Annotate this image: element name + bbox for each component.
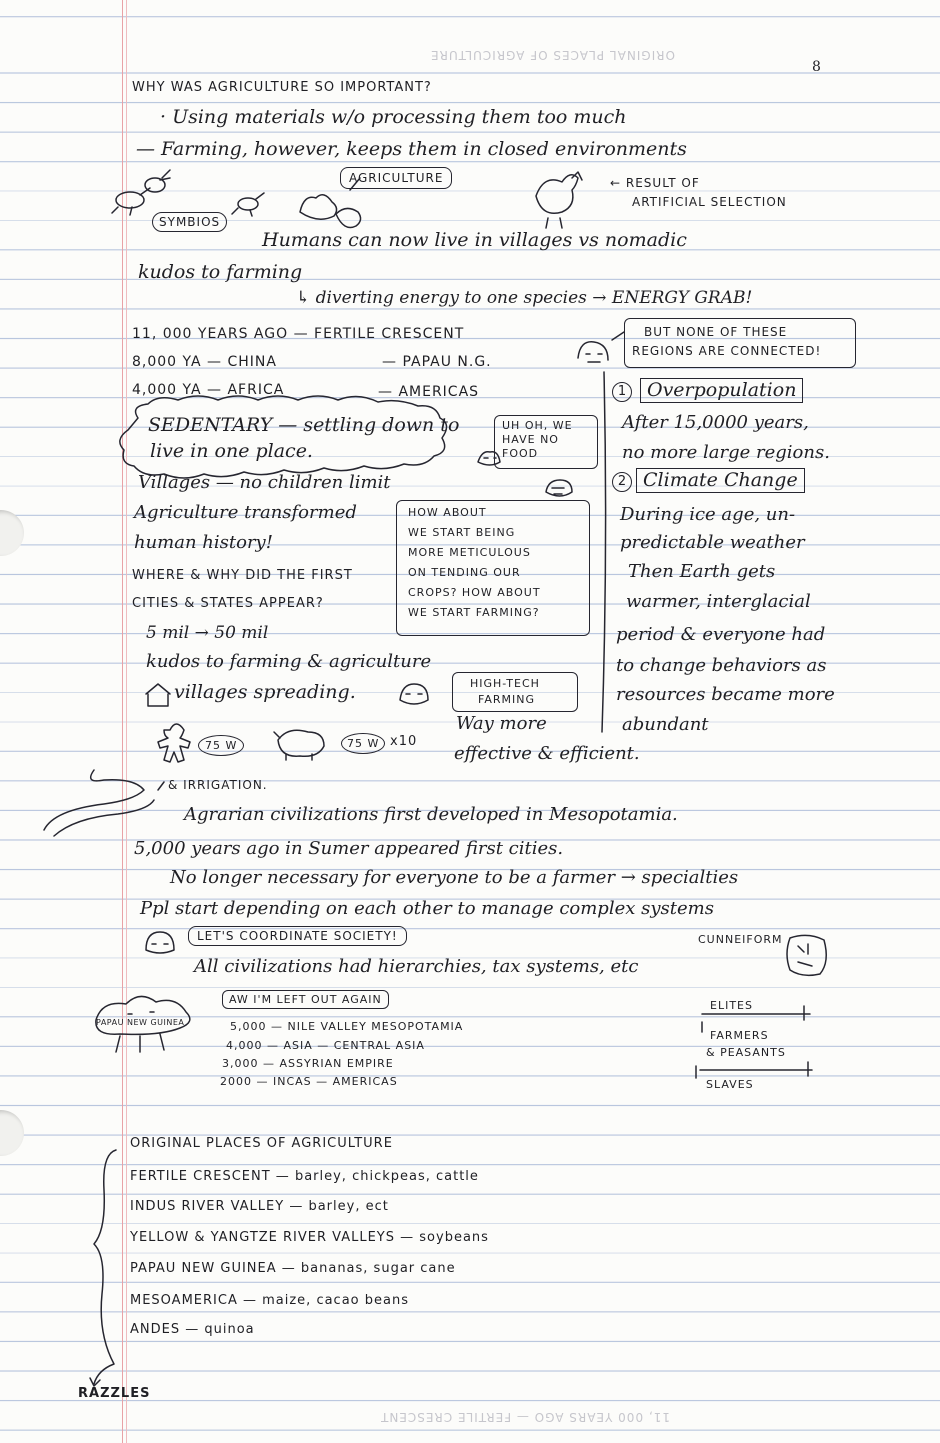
irrigation-label: & IRRIGATION. xyxy=(168,778,268,792)
effective-line-2: effective & efficient. xyxy=(454,743,640,764)
cunneiform-label: CUNNEIFORM xyxy=(698,933,783,946)
how-about-line: WE START FARMING? xyxy=(408,606,540,619)
climate-line: predictable weather xyxy=(620,532,805,553)
villages-limit: Villages — no children limit xyxy=(138,472,391,493)
hierarchy-lines xyxy=(696,1006,812,1078)
chicken-doodle xyxy=(536,172,582,228)
villages-line-2: kudos to farming xyxy=(138,261,303,283)
civ-date: 4,000 — ASIA — CENTRAL ASIA xyxy=(226,1039,425,1052)
origins-heading: ORIGINAL PLACES OF AGRICULTURE xyxy=(130,1136,393,1151)
result-label-1: ← RESULT OF xyxy=(610,176,700,190)
intro-question: WHY WAS AGRICULTURE SO IMPORTANT? xyxy=(132,80,432,95)
how-about-line: HOW ABOUT xyxy=(408,506,487,519)
page-number: 8 xyxy=(812,59,821,75)
irrigation-line-3: No longer necessary for everyone to be a farmer → specialties xyxy=(170,867,739,888)
bleed-through-text: 11, 000 YEARS AGO — FERTILE CRESCENT xyxy=(380,1410,670,1424)
intro-line-1: · Using materials w/o processing them too much xyxy=(160,106,627,128)
civ-date: 2000 — INCAS — AMERICAS xyxy=(220,1075,398,1088)
face-doodle xyxy=(146,932,174,953)
watts-badge-2: 75 W xyxy=(341,733,385,754)
ant-doodle xyxy=(112,170,170,215)
agri-transformed: Agriculture transformed xyxy=(134,502,357,523)
irrigation-line-1: Agrarian civilizations first developed in Mesopotamia. xyxy=(184,804,678,825)
cuneiform-symbol xyxy=(787,935,826,975)
intro-line-2: — Farming, however, keeps them in closed environments xyxy=(136,138,687,160)
climate-line: abundant xyxy=(622,714,709,735)
timeline-row-2b: — PAPAU N.G. xyxy=(382,354,492,370)
villages-line-3: ↳ diverting energy to one species → ENERGY GRAB! xyxy=(296,288,753,308)
villages-line-1: Humans can now live in villages vs nomadic xyxy=(262,229,687,251)
house-icon xyxy=(146,684,170,706)
irrigation-line-2: 5,000 years ago in Sumer appeared first cities. xyxy=(134,838,564,859)
connected-bubble-line-2: REGIONS ARE CONNECTED! xyxy=(632,344,822,358)
uh-oh-line-1: UH OH, WE xyxy=(502,419,573,432)
connected-bubble-line-1: BUT NONE OF THESE xyxy=(644,325,788,339)
ant-doodle xyxy=(232,193,264,216)
climate-line: to change behaviors as xyxy=(616,655,827,676)
sedentary-line-1: SEDENTARY — settling down to xyxy=(148,414,460,436)
climate-line: Then Earth gets xyxy=(628,561,776,582)
civ-date: 5,000 — NILE VALLEY MESOPOTAMIA xyxy=(230,1020,464,1033)
hierarchy-peasants: & PEASANTS xyxy=(706,1046,786,1059)
kudos-farming-agriculture: kudos to farming & agriculture xyxy=(146,651,432,672)
overpopulation-heading: Overpopulation xyxy=(640,378,803,403)
overpop-line-2: no more large regions. xyxy=(622,442,830,463)
how-about-line: MORE METICULOUS xyxy=(408,546,531,559)
timeline-row-2a: 8,000 YA — CHINA xyxy=(132,354,277,370)
face-doodle xyxy=(400,684,428,704)
human-history: human history! xyxy=(134,532,273,553)
column-divider xyxy=(602,372,606,732)
origin-item: ANDES — quinoa xyxy=(130,1322,255,1337)
origin-item: FERTILE CRESCENT — barley, chickpeas, cattle xyxy=(130,1169,479,1184)
coordinate-bubble: LET'S COORDINATE SOCIETY! xyxy=(188,926,407,946)
bleed-through-text: ORIGINAL PLACES OF AGRICULTURE xyxy=(430,48,675,62)
worried-face xyxy=(478,452,500,465)
origin-item: YELLOW & YANGTZE RIVER VALLEYS — soybeans xyxy=(130,1230,489,1245)
climate-change-heading: Climate Change xyxy=(636,468,805,493)
climate-line: resources became more xyxy=(616,684,835,705)
timeline-row-3a: 4,000 YA — AFRICA xyxy=(132,382,285,398)
high-tech-line-2: FARMING xyxy=(478,693,535,706)
thinking-face xyxy=(546,480,572,496)
person-doodle xyxy=(158,724,190,762)
brace xyxy=(94,1150,116,1384)
hierarchy-elites: ELITES xyxy=(710,999,753,1012)
left-out-bubble: AW I'M LEFT OUT AGAIN xyxy=(222,990,389,1009)
climate-line: warmer, interglacial xyxy=(626,591,811,612)
agriculture-label: AGRICULTURE xyxy=(340,167,452,189)
farmer-doodle xyxy=(300,178,361,228)
uh-oh-line-3: FOOD xyxy=(502,447,539,460)
irrigation-arrow xyxy=(158,782,164,790)
png-tag: PAPAU NEW GUINEA xyxy=(96,1018,185,1027)
pig-doodle xyxy=(274,730,324,760)
civ-date: 3,000 — ASSYRIAN EMPIRE xyxy=(222,1057,394,1070)
population-growth: 5 mil → 50 mil xyxy=(146,623,269,643)
hierarchy-slaves: SLAVES xyxy=(706,1078,754,1091)
signature: RAZZLES xyxy=(78,1386,151,1401)
where-why-line: WHERE & WHY DID THE FIRST xyxy=(132,568,353,583)
timeline-row-1: 11, 000 YEARS AGO — FERTILE CRESCENT xyxy=(132,326,465,342)
how-about-line: CROPS? HOW ABOUT xyxy=(408,586,541,599)
climate-line: period & everyone had xyxy=(616,624,826,645)
sedentary-line-2: live in one place. xyxy=(150,440,313,462)
cities-states-line: CITIES & STATES APPEAR? xyxy=(132,596,324,611)
timeline-row-3b: — AMERICAS xyxy=(378,384,480,400)
how-about-line: WE START BEING xyxy=(408,526,516,539)
times-ten: x10 xyxy=(390,734,418,749)
climate-line: During ice age, un- xyxy=(620,504,796,525)
point-2-marker: 2 xyxy=(612,472,632,492)
png-creature xyxy=(96,996,190,1052)
high-tech-line-1: HIGH-TECH xyxy=(470,677,540,690)
river-doodle xyxy=(44,770,154,836)
sedentary-cloud xyxy=(120,396,447,478)
bubble-pointer xyxy=(612,332,624,340)
overpop-line-1: After 15,0000 years, xyxy=(622,412,809,433)
symbios-label: SYMBIOS xyxy=(152,212,227,232)
origin-item: INDUS RIVER VALLEY — barley, ect xyxy=(130,1199,389,1214)
irrigation-line-5: All civilizations had hierarchies, tax systems, etc xyxy=(194,956,639,977)
point-1-marker: 1 xyxy=(612,382,632,402)
watts-badge-1: 75 W xyxy=(198,735,244,756)
result-label-2: ARTIFICIAL SELECTION xyxy=(632,195,787,209)
irrigation-line-4: Ppl start depending on each other to manage complex systems xyxy=(140,898,714,919)
origin-item: MESOAMERICA — maize, cacao beans xyxy=(130,1293,409,1308)
effective-line-1: Way more xyxy=(456,713,547,734)
hierarchy-farmers: FARMERS xyxy=(710,1029,769,1042)
uh-oh-line-2: HAVE NO xyxy=(502,433,559,446)
villages-spreading: villages spreading. xyxy=(174,681,356,703)
face-doodle xyxy=(578,342,608,362)
origin-item: PAPAU NEW GUINEA — bananas, sugar cane xyxy=(130,1261,456,1276)
how-about-line: ON TENDING OUR xyxy=(408,566,521,579)
